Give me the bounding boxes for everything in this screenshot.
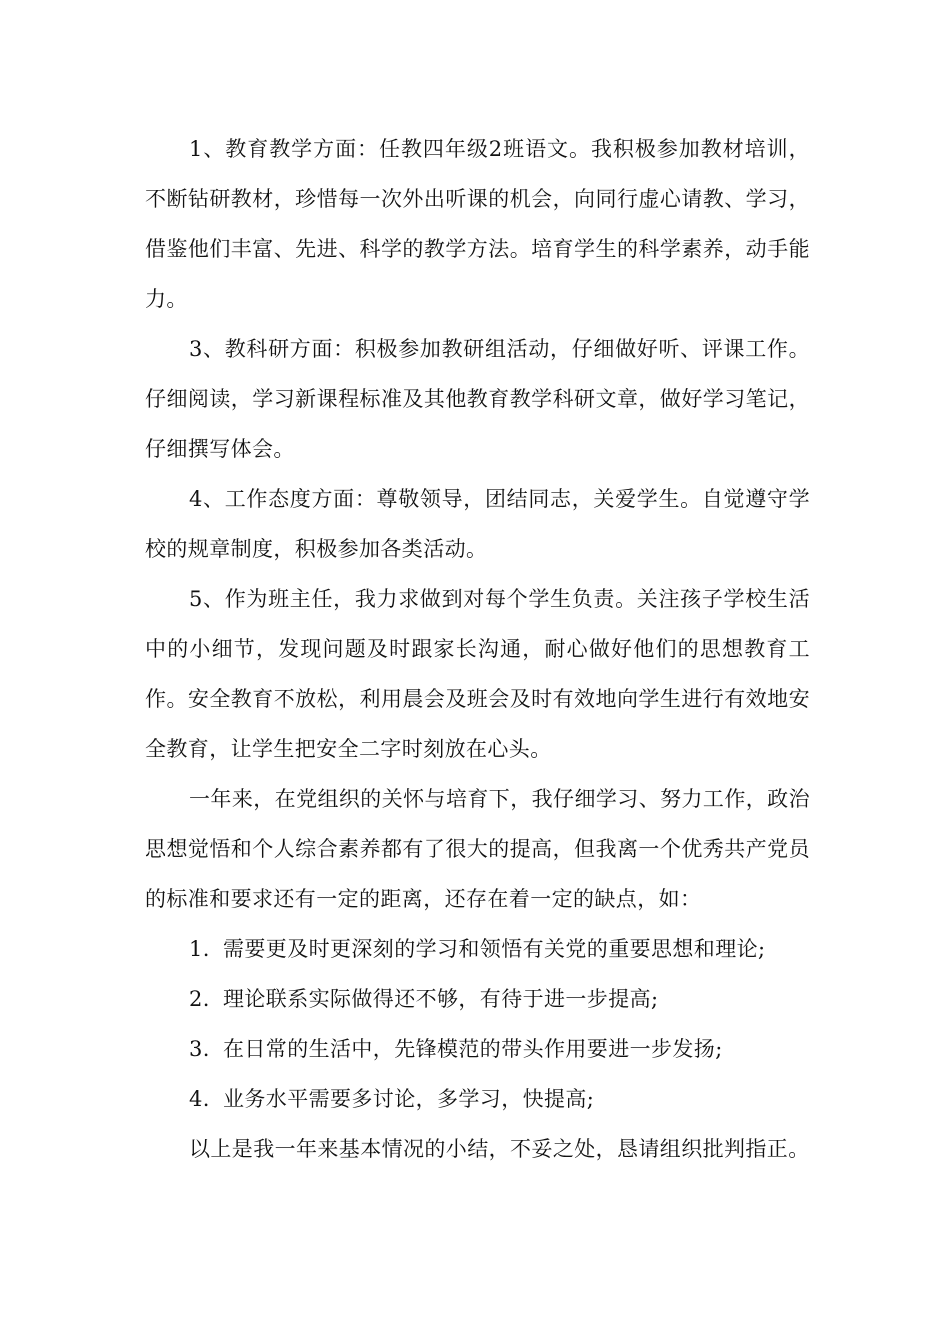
list-item-text: 业务水平需要多讨论，多学习，快提高; xyxy=(223,1087,595,1111)
list-item xyxy=(145,1074,810,1124)
list-item-text: 在日常的生活中，先锋模范的带头作用要进一步发扬; xyxy=(223,1037,723,1061)
list-item-text: 理论联系实际做得还不够，有待于进一步提高; xyxy=(223,987,659,1011)
list-item-number: 2. xyxy=(189,987,210,1011)
list-item xyxy=(145,974,810,1024)
list-item xyxy=(145,1024,810,1074)
paragraph-research: 3、教科研方面：积极参加教研组活动，仔细做好听、评课工作。仔细阅读，学习新课程标准及其他教育教学科研文章，做好学习笔记，仔细撰写体会。 xyxy=(145,337,810,461)
list-item xyxy=(145,924,810,974)
paragraph-summary: 一年来，在党组织的关怀与培育下，我仔细学习、努力工作，政治思想觉悟和个人综合素养都有了很大的提高，但我离一个优秀共产党员的标准和要求还有一定的距离，还存在着一定的缺点，如： xyxy=(145,787,810,911)
document-body xyxy=(145,124,810,1174)
paragraph-attitude: 4、工作态度方面：尊敬领导，团结同志，关爱学生。自觉遵守学校的规章制度，积极参加各类活动。 xyxy=(145,487,810,561)
paragraph-teaching: 1、教育教学方面：任教四年级2班语文。我积极参加教材培训，不断钻研教材，珍惜每一次外出听课的机会，向同行虚心请教、学习，借鉴他们丰富、先进、科学的教学方法。培育学生的科学素养，动手能力。 xyxy=(145,137,810,311)
list-item-number: 3. xyxy=(189,1037,210,1061)
paragraph-closing: 以上是我一年来基本情况的小结，不妥之处，恳请组织批判指正。 xyxy=(189,1137,810,1161)
list-item-number: 1. xyxy=(189,937,210,961)
paragraph-class-teacher: 5、作为班主任，我力求做到对每个学生负责。关注孩子学校生活中的小细节，发现问题及时跟家长沟通，耐心做好他们的思想教育工作。安全教育不放松，利用晨会及班会及时有效地向学生进行有效地安全教育，让学生把安全二字时刻放在心头。 xyxy=(145,587,810,761)
list-item-text: 需要更及时更深刻的学习和领悟有关党的重要思想和理论; xyxy=(223,937,766,961)
list-item-number: 4. xyxy=(189,1087,210,1111)
